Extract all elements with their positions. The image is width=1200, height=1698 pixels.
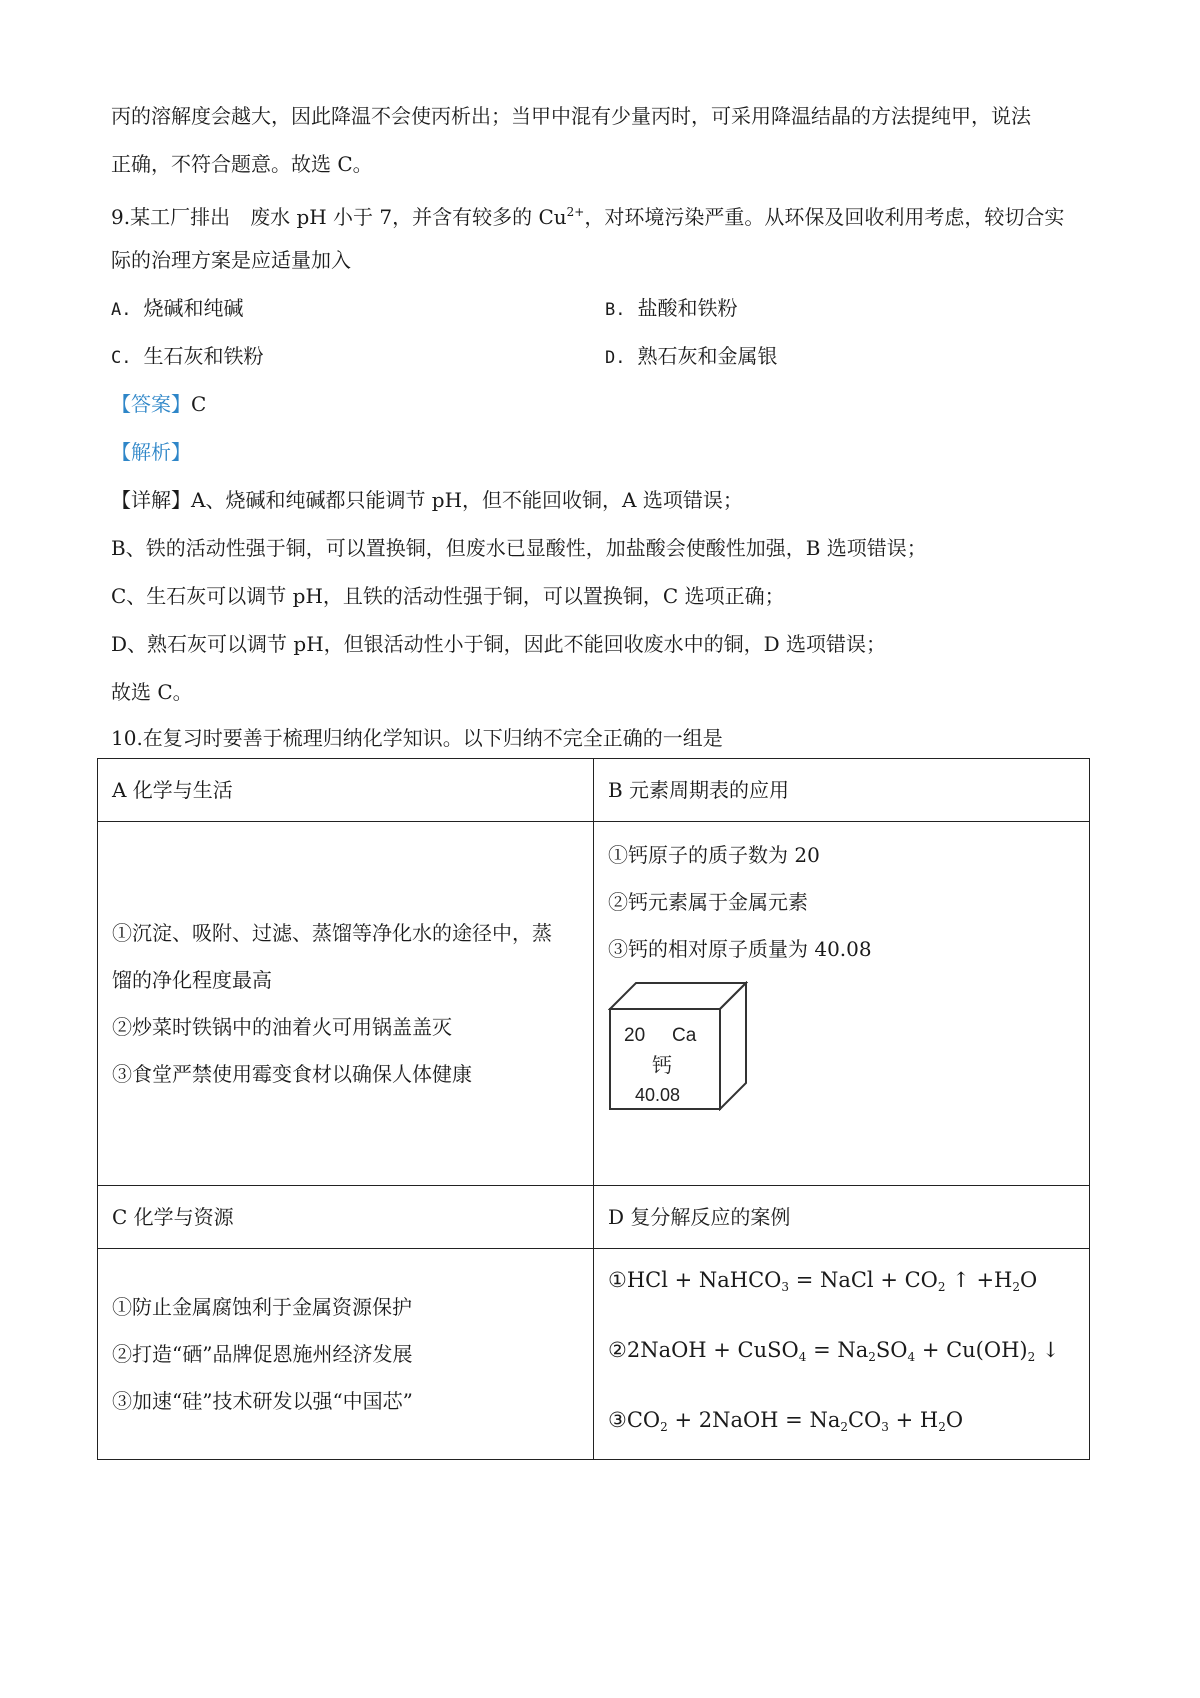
option-letter: C.	[111, 348, 132, 368]
eq-part: O	[945, 1408, 964, 1432]
eq-part: + Cu(OH)	[915, 1338, 1028, 1362]
cell-b-line: ③钙的相对原子质量为 40.08	[608, 937, 872, 961]
cell-d-head: D 复分解反应的案例	[594, 1186, 1090, 1249]
cell-a-line: ①沉淀、吸附、过滤、蒸馏等净化水的途径中，蒸	[112, 920, 552, 945]
q9-detail-line-5: 故选 C。	[111, 680, 193, 704]
eq-subscript: 2	[840, 1420, 848, 1434]
eq-number: ③	[608, 1408, 627, 1432]
eq-subscript: 3	[781, 1280, 790, 1294]
q9-stem-line-1	[111, 198, 1064, 231]
option-letter: A.	[111, 300, 132, 320]
element-cell-cube	[608, 981, 748, 1111]
cell-c-body	[98, 1249, 594, 1460]
q9-detail-line-3: C、生石灰可以调节 pH，且铁的活动性强于铜，可以置换铜，C 选项正确；	[111, 584, 785, 608]
eq-subscript: 2	[660, 1420, 668, 1434]
eq-part: = Na	[806, 1338, 869, 1362]
equation-3	[608, 1389, 1075, 1459]
eq-subscript: 2	[937, 1280, 946, 1294]
cell-d-body	[594, 1249, 1090, 1460]
eq-subscript: 3	[881, 1420, 889, 1434]
eq-subscript: 2	[1027, 1350, 1036, 1364]
eq-part: SO	[875, 1338, 908, 1362]
cell-c-line: ②打造“硒”品牌促恩施州经济发展	[112, 1341, 413, 1366]
cell-a-head: A 化学与生活	[98, 759, 594, 822]
option-text: 熟石灰和金属银	[637, 344, 778, 368]
eq-part: 2NaOH + CuSO	[626, 1338, 799, 1362]
eq-part: HCl + NaHCO	[626, 1268, 782, 1292]
option-text: 盐酸和铁粉	[637, 296, 738, 320]
q9-stem-part2: ，对环境污染严重。从环保及回收利用考虑，较切合实	[584, 205, 1065, 229]
eq-subscript: 4	[798, 1350, 807, 1364]
cell-c-line: ①防止金属腐蚀利于金属资源保护	[112, 1294, 412, 1319]
q10-stem: 10.在复习时要善于梳理归纳化学知识。以下归纳不完全正确的一组是	[111, 726, 723, 750]
eq-part: ↓	[1035, 1338, 1060, 1362]
cell-a-body	[98, 822, 594, 1186]
q9-detail-line-2: B、铁的活动性强于铜，可以置换铜，但废水已显酸性，加盐酸会使酸性加强，B 选项错误；	[111, 536, 927, 560]
cell-a-line: 馏的净化程度最高	[112, 967, 272, 992]
q9-option-a	[111, 294, 243, 324]
q9-stem-line-2: 际的治理方案是应适量加入	[111, 248, 351, 272]
q9-analysis-label: 【解析】	[111, 440, 191, 464]
cell-a-line: ③食堂严禁使用霉变食材以确保人体健康	[112, 1061, 472, 1086]
option-letter: B.	[605, 300, 626, 320]
answer-label: 【答案】	[111, 392, 191, 416]
q9-option-d	[605, 342, 777, 372]
detail-text: A、烧碱和纯碱都只能调节 pH，但不能回收铜，A 选项错误；	[191, 488, 743, 512]
eq-part: CO	[626, 1408, 661, 1432]
eq-subscript: 2	[868, 1350, 876, 1364]
q9-option-c	[111, 342, 263, 372]
prev-answer-line-1: 丙的溶解度会越大，因此降温不会使丙析出；当甲中混有少量丙时，可采用降温结晶的方法提纯甲，说法	[111, 104, 1031, 128]
eq-number: ②	[608, 1338, 627, 1362]
element-cell-calcium	[608, 981, 748, 1111]
eq-part: CO	[847, 1408, 882, 1432]
eq-subscript: 4	[907, 1350, 916, 1364]
cell-b-line: ②钙元素属于金属元素	[608, 890, 808, 914]
cell-b-line: ①钙原子的质子数为 20	[608, 843, 820, 867]
q9-stem-superscript: 2+	[566, 205, 585, 219]
eq-part: O	[1020, 1268, 1038, 1292]
cell-c-head: C 化学与资源	[98, 1186, 594, 1249]
eq-number: ①	[608, 1268, 627, 1292]
option-letter: D.	[605, 348, 626, 368]
eq-subscript: 2	[938, 1420, 946, 1434]
eq-part: + H	[888, 1408, 939, 1432]
equation-1	[608, 1249, 1075, 1319]
option-text: 烧碱和纯碱	[143, 296, 244, 320]
cell-a-line: ②炒菜时铁锅中的油着火可用锅盖盖灭	[112, 1014, 452, 1039]
q9-detail-line-4: D、熟石灰可以调节 pH，但银活动性小于铜，因此不能回收废水中的铜，D 选项错误；	[111, 632, 887, 656]
q9-detail-line-1	[111, 486, 743, 514]
eq-part: ↑ +H	[945, 1268, 1013, 1292]
answer-value: C	[191, 392, 207, 416]
q9-option-b	[605, 294, 737, 324]
cell-b-body	[594, 822, 1090, 1186]
cell-b-head: B 元素周期表的应用	[594, 759, 1090, 822]
prev-answer-line-2: 正确，不符合题意。故选 C。	[111, 152, 373, 176]
eq-subscript: 2	[1012, 1280, 1021, 1294]
q9-stem-part1: 9.某工厂排出 废水 pH 小于 7，并含有较多的 Cu	[111, 205, 567, 229]
equation-2	[608, 1319, 1075, 1389]
detail-label: 【详解】	[111, 488, 191, 512]
element-symbol: Ca	[672, 1025, 697, 1046]
element-atomic-number: 20	[624, 1025, 646, 1046]
q10-options-table	[97, 758, 1090, 1460]
element-name: 钙	[652, 1053, 672, 1077]
eq-part: = NaCl + CO	[789, 1268, 938, 1292]
eq-part: + 2NaOH = Na	[667, 1408, 841, 1432]
option-text: 生石灰和铁粉	[143, 344, 264, 368]
cell-c-line: ③加速“硅”技术研发以强“中国芯”	[112, 1388, 413, 1413]
q9-answer	[111, 390, 206, 418]
element-atomic-mass: 40.08	[635, 1085, 681, 1105]
